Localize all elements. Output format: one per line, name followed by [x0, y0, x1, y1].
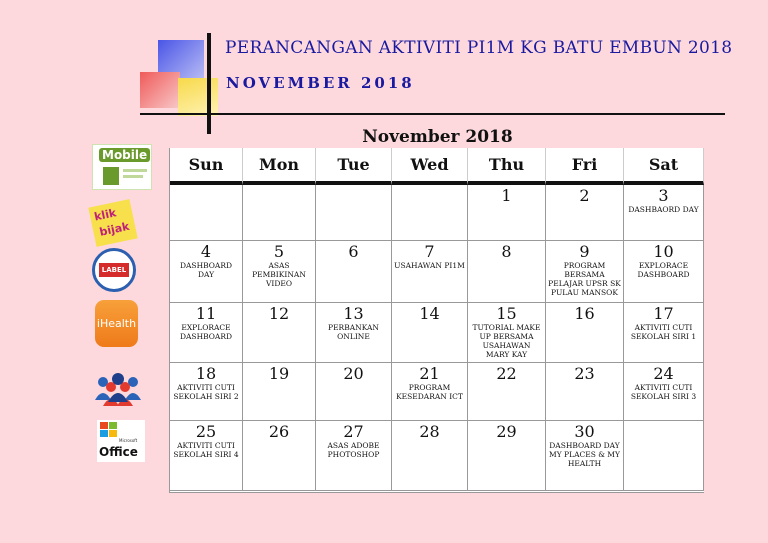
- calendar-day-cell: [170, 421, 243, 491]
- calendar-day-cell: [468, 421, 546, 491]
- day-number: 25: [195, 422, 217, 441]
- day-number: 21: [419, 364, 440, 383]
- label-logo-text: LABEL: [99, 263, 129, 277]
- day-number: 23: [574, 364, 595, 383]
- day-number: 19: [268, 364, 290, 383]
- day-number: 15: [496, 304, 517, 323]
- bijak-logo-text: bijak: [98, 219, 131, 239]
- weekday-header: Wed: [392, 148, 468, 185]
- weekday-header: Sun: [170, 148, 243, 185]
- day-number: 6: [348, 242, 359, 261]
- calendar-day-cell: [624, 185, 704, 241]
- calendar-day-cell: [468, 241, 546, 303]
- day-event: ASAS PEMBIKINAN VIDEO: [252, 261, 306, 288]
- day-number: 30: [574, 422, 595, 441]
- calendar-day-cell: [170, 303, 243, 363]
- day-event: TUTORIAL MAKE UP BERSAMA USAHAWAN MARY KAY: [472, 323, 541, 359]
- ihealth-logo-icon: [95, 300, 138, 347]
- day-number: 14: [419, 304, 440, 323]
- calendar-day-cell: [243, 241, 316, 303]
- day-number: 11: [195, 304, 217, 323]
- day-number: 3: [658, 186, 669, 205]
- day-event: PERBANKAN ONLINE: [328, 323, 379, 341]
- calendar-day-cell: [243, 303, 316, 363]
- day-event: DASHBOARD DAY MY PLACES & MY HEALTH: [549, 441, 620, 468]
- calendar-day-cell: [624, 363, 704, 421]
- weekday-header: Mon: [243, 148, 316, 185]
- calendar-day-cell: [546, 185, 624, 241]
- day-event: DASHBOARD DAY: [180, 261, 232, 279]
- microsoft-office-logo-icon: [97, 420, 145, 462]
- calendar-day-cell: [316, 185, 392, 241]
- day-number: 9: [579, 242, 590, 261]
- office-logo-small-text: Microsoft: [119, 438, 138, 443]
- day-number: 12: [268, 304, 290, 323]
- day-event: AKTIVITI CUTI SEKOLAH SIRI 2: [173, 383, 239, 401]
- page-subtitle: NOVEMBER 2018: [226, 74, 415, 92]
- day-number: 16: [574, 304, 595, 323]
- calendar-day-cell: [624, 421, 704, 491]
- calendar-day-cell: [624, 303, 704, 363]
- calendar-day-cell: [468, 363, 546, 421]
- day-event: AKTIVITI CUTI SEKOLAH SIRI 1: [630, 323, 697, 341]
- day-event: ASAS ADOBE PHOTOSHOP: [327, 441, 380, 459]
- office-logo-text: Office: [99, 445, 138, 459]
- decor-red-square: [140, 72, 180, 108]
- people-group-icon: [93, 370, 143, 408]
- day-number: 22: [496, 364, 517, 383]
- mobile-logo-text: Mobile: [99, 148, 150, 162]
- decor-vertical-line: [207, 33, 211, 134]
- calendar-day-cell: [546, 303, 624, 363]
- calendar-day-cell: [392, 241, 468, 303]
- mobile-logo-icon: [92, 144, 152, 190]
- calendar-day-cell: [392, 421, 468, 491]
- day-event: AKTIVITI CUTI SEKOLAH SIRI 4: [173, 441, 239, 459]
- calendar-day-cell: [170, 241, 243, 303]
- decor-yellow-square: [178, 78, 218, 116]
- calendar-day-cell: [316, 363, 392, 421]
- calendar-day-cell: [468, 303, 546, 363]
- page-title: PERANCANGAN AKTIVITI PI1M KG BATU EMBUN 2018: [225, 38, 733, 58]
- day-number: 20: [343, 364, 364, 383]
- day-event: EXPLORACE DASHBOARD: [180, 323, 232, 341]
- weekday-header: Sat: [624, 148, 704, 185]
- calendar-day-cell: [170, 185, 243, 241]
- day-number: 29: [496, 422, 517, 441]
- day-number: 28: [419, 422, 440, 441]
- calendar-day-cell: [624, 241, 704, 303]
- decor-horizontal-line: [140, 113, 725, 115]
- weekday-header: Fri: [546, 148, 624, 185]
- day-number: 1: [501, 186, 512, 205]
- day-number: 13: [343, 304, 364, 323]
- weekday-header: Tue: [316, 148, 392, 185]
- klik-logo-text: klik: [93, 206, 118, 224]
- day-number: 24: [653, 364, 674, 383]
- day-number: 26: [268, 422, 290, 441]
- klik-bijak-logo-icon: [88, 199, 137, 247]
- day-event: AKTIVITI CUTI SEKOLAH SIRI 3: [630, 383, 697, 401]
- calendar-day-cell: [392, 185, 468, 241]
- day-event: DASHBAORD DAY: [628, 205, 699, 214]
- day-number: 2: [579, 186, 590, 205]
- day-number: 27: [343, 422, 364, 441]
- day-number: 7: [424, 242, 435, 261]
- calendar-day-cell: [243, 363, 316, 421]
- calendar-day-cell: [316, 241, 392, 303]
- day-number: 10: [653, 242, 674, 261]
- day-number: 18: [195, 364, 217, 383]
- calendar-day-cell: [316, 421, 392, 491]
- day-event: EXPLORACE DASHBOARD: [637, 261, 690, 279]
- label-logo-icon: [92, 248, 136, 292]
- calendar-title: November 2018: [362, 127, 513, 147]
- day-event: PROGRAM BERSAMA PELAJAR UPSR SK PULAU MANSOK: [548, 261, 621, 297]
- calendar-day-cell: [243, 421, 316, 491]
- day-number: 4: [200, 242, 212, 261]
- calendar-day-cell: [546, 241, 624, 303]
- day-number: 5: [273, 242, 285, 261]
- calendar-day-cell: [546, 363, 624, 421]
- day-event: PROGRAM KESEDARAN ICT: [396, 383, 463, 401]
- calendar-day-cell: [243, 185, 316, 241]
- calendar-grid: [169, 148, 704, 493]
- calendar-day-cell: [170, 363, 243, 421]
- ihealth-logo-text: iHealth: [96, 317, 137, 330]
- calendar-day-cell: [392, 303, 468, 363]
- day-number: 17: [653, 304, 674, 323]
- calendar-day-cell: [546, 421, 624, 491]
- day-event: USAHAWAN PI1M: [394, 261, 465, 270]
- calendar-day-cell: [468, 185, 546, 241]
- calendar-day-cell: [392, 363, 468, 421]
- calendar-day-cell: [316, 303, 392, 363]
- day-number: 8: [501, 242, 512, 261]
- weekday-header: Thu: [468, 148, 546, 185]
